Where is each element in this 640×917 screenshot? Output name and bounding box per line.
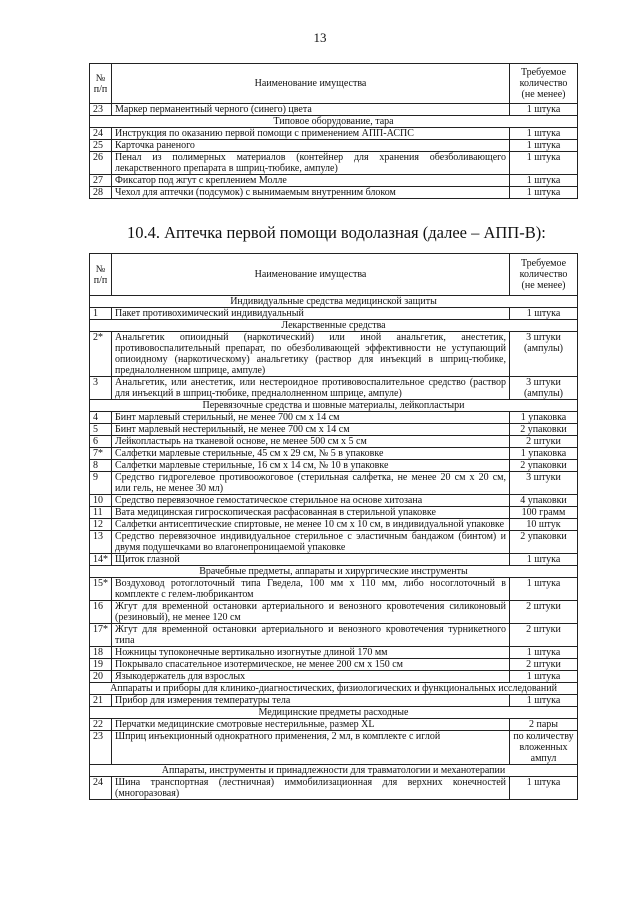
header-name: Наименование имущества xyxy=(112,254,510,296)
item-number: 22 xyxy=(90,719,112,731)
section-title: Медицинские предметы расходные xyxy=(90,707,578,719)
table-row xyxy=(90,777,578,800)
item-number: 14* xyxy=(90,554,112,566)
section-title: Перевязочные средства и шовные материалы, лейкопластыри xyxy=(90,400,578,412)
item-name: Средство перевязочное гемостатическое стерильное на основе хитозана xyxy=(112,495,510,507)
inventory-table-continued xyxy=(89,63,578,199)
item-quantity: 3 штуки (ампулы) xyxy=(510,377,578,400)
item-quantity: 1 штука xyxy=(510,578,578,601)
item-number: 12 xyxy=(90,519,112,531)
item-number: 3 xyxy=(90,377,112,400)
item-name: Анальгетик опиоидный (наркотический) или иной анальгетик, анестетик, противовоспалительный препарат, по обезболивающей эффективности не уступающий опиоидному (наркотическому) анальгетику (раствор для инъекций в шприц-тюбике, предналолненном шприце, ампуле) xyxy=(112,332,510,377)
table-row xyxy=(90,695,578,707)
section-title: Аппараты, инструменты и принадлежности для травматологии и механотерапии xyxy=(90,765,578,777)
table-row xyxy=(90,424,578,436)
table-row xyxy=(90,659,578,671)
item-quantity: 2 упаковки xyxy=(510,460,578,472)
table-row xyxy=(90,128,578,140)
item-name: Пенал из полимерных материалов (контейнер для хранения обезболивающего лекарственного препарата в шприц-тюбике, ампуле) xyxy=(112,152,510,175)
item-name: Пакет противохимический индивидуальный xyxy=(112,308,510,320)
table-row xyxy=(90,671,578,683)
item-name: Жгут для временной остановки артериального и венозного кровотечения турникетного типа xyxy=(112,624,510,647)
item-name: Покрывало спасательное изотермическое, не менее 200 см х 150 см xyxy=(112,659,510,671)
section-row xyxy=(90,707,578,719)
table-row xyxy=(90,472,578,495)
table-row xyxy=(90,731,578,765)
table-row xyxy=(90,554,578,566)
item-name: Маркер перманентный черного (синего) цвета xyxy=(112,104,510,116)
item-name: Прибор для измерения температуры тела xyxy=(112,695,510,707)
table-row xyxy=(90,719,578,731)
table-row xyxy=(90,187,578,199)
item-name: Средство перевязочное индивидуальное стерильное с эластичным бандажом (бинтом) и двумя подушечками во влагонепроницаемой упаковке xyxy=(112,531,510,554)
item-number: 27 xyxy=(90,175,112,187)
table-row xyxy=(90,436,578,448)
item-quantity: 1 штука xyxy=(510,187,578,199)
section-row xyxy=(90,400,578,412)
item-quantity: 2 упаковки xyxy=(510,531,578,554)
inventory-table-app-v xyxy=(89,253,578,800)
item-quantity: 1 штука xyxy=(510,671,578,683)
section-row xyxy=(90,765,578,777)
item-number: 16 xyxy=(90,601,112,624)
table-row xyxy=(90,624,578,647)
item-quantity: 1 штука xyxy=(510,175,578,187)
item-quantity: 1 штука xyxy=(510,647,578,659)
item-name: Шина транспортная (лестничная) иммобилизационная для верхних конечностей (многоразовая) xyxy=(112,777,510,800)
item-number: 10 xyxy=(90,495,112,507)
table-row xyxy=(90,377,578,400)
table-row xyxy=(90,495,578,507)
item-name: Бинт марлевый стерильный, не менее 700 см х 14 см xyxy=(112,412,510,424)
item-name: Карточка раненого xyxy=(112,140,510,152)
item-number: 23 xyxy=(90,731,112,765)
item-number: 20 xyxy=(90,671,112,683)
section-title: Врачебные предметы, аппараты и хирургические инструменты xyxy=(90,566,578,578)
item-number: 4 xyxy=(90,412,112,424)
table-row xyxy=(90,601,578,624)
section-row xyxy=(90,566,578,578)
section-heading: 10.4. Аптечка первой помощи водолазная (далее – АПП-В): xyxy=(127,223,546,242)
item-number: 28 xyxy=(90,187,112,199)
table-row xyxy=(90,308,578,320)
section-row xyxy=(90,683,578,695)
item-number: 24 xyxy=(90,128,112,140)
item-name: Языкодержатель для взрослых xyxy=(112,671,510,683)
table-row xyxy=(90,460,578,472)
item-name: Щиток глазной xyxy=(112,554,510,566)
table-row xyxy=(90,140,578,152)
item-number: 2* xyxy=(90,332,112,377)
item-quantity: 1 штука xyxy=(510,140,578,152)
item-quantity: 1 штука xyxy=(510,554,578,566)
item-number: 15* xyxy=(90,578,112,601)
header-name: Наименование имущества xyxy=(112,64,510,104)
header-number: № п/п xyxy=(90,64,112,104)
item-name: Салфетки антисептические спиртовые, не менее 10 см х 10 см, в индивидуальной упаковке xyxy=(112,519,510,531)
table-row xyxy=(90,519,578,531)
table-header-row xyxy=(90,254,578,296)
section-row xyxy=(90,320,578,332)
item-number: 11 xyxy=(90,507,112,519)
item-number: 17* xyxy=(90,624,112,647)
item-name: Бинт марлевый нестерильный, не менее 700 см х 14 см xyxy=(112,424,510,436)
table-row xyxy=(90,531,578,554)
item-name: Перчатки медицинские смотровые нестерильные, размер XL xyxy=(112,719,510,731)
item-name: Средство гидрогелевое противоожоговое (стерильная салфетка, не менее 20 см х 20 см, или гель, не менее 30 мл) xyxy=(112,472,510,495)
item-number: 21 xyxy=(90,695,112,707)
header-quantity: Требуемое количество (не менее) xyxy=(510,64,578,104)
item-quantity: 1 штука xyxy=(510,152,578,175)
item-number: 9 xyxy=(90,472,112,495)
section-title: Лекарственные средства xyxy=(90,320,578,332)
table-row xyxy=(90,412,578,424)
item-name: Ножницы тупоконечные вертикально изогнутые длиной 170 мм xyxy=(112,647,510,659)
item-number: 23 xyxy=(90,104,112,116)
item-quantity: 3 штуки (ампулы) xyxy=(510,332,578,377)
page-number: 13 xyxy=(313,30,327,45)
table-row xyxy=(90,175,578,187)
item-name: Анальгетик, или анестетик, или нестероидное противовоспалительное средство (раствор для инъекций в шприц-тюбике, предналолненном шприце, ампуле) xyxy=(112,377,510,400)
item-name: Чехол для аптечки (подсумок) с вынимаемым внутренним блоком xyxy=(112,187,510,199)
item-quantity: 1 штука xyxy=(510,777,578,800)
item-number: 26 xyxy=(90,152,112,175)
item-quantity: 10 штук xyxy=(510,519,578,531)
item-name: Салфетки марлевые стерильные, 45 см х 29 см, № 5 в упаковке xyxy=(112,448,510,460)
item-quantity: 4 упаковки xyxy=(510,495,578,507)
item-quantity: 1 упаковка xyxy=(510,448,578,460)
item-quantity: 2 упаковки xyxy=(510,424,578,436)
item-name: Жгут для временной остановки артериального и венозного кровотечения силиконовый (резиновый), не менее 120 см xyxy=(112,601,510,624)
item-quantity: 2 штуки xyxy=(510,659,578,671)
section-title: Индивидуальные средства медицинской защиты xyxy=(90,296,578,308)
item-quantity: 2 штуки xyxy=(510,436,578,448)
item-name: Воздуховод ротоглоточный типа Гведела, 100 мм х 110 мм, либо носоглоточный в комплекте с гелем-любрикантом xyxy=(112,578,510,601)
item-quantity: 1 штука xyxy=(510,308,578,320)
section-title: Аппараты и приборы для клинико-диагностических, физиологических и функциональных исследований xyxy=(90,683,578,695)
item-number: 6 xyxy=(90,436,112,448)
item-quantity: 1 упаковка xyxy=(510,412,578,424)
header-quantity: Требуемое количество (не менее) xyxy=(510,254,578,296)
section-title: Типовое оборудование, тара xyxy=(90,116,578,128)
item-number: 18 xyxy=(90,647,112,659)
item-number: 24 xyxy=(90,777,112,800)
item-quantity: 1 штука xyxy=(510,104,578,116)
section-row xyxy=(90,116,578,128)
item-name: Салфетки марлевые стерильные, 16 см х 14 см, № 10 в упаковке xyxy=(112,460,510,472)
item-quantity: 2 штуки xyxy=(510,624,578,647)
item-quantity: по количеству вложенных ампул xyxy=(510,731,578,765)
item-quantity: 1 штука xyxy=(510,128,578,140)
item-name: Шприц инъекционный однократного применения, 2 мл, в комплекте с иглой xyxy=(112,731,510,765)
header-number: № п/п xyxy=(90,254,112,296)
item-name: Фиксатор под жгут с креплением Молле xyxy=(112,175,510,187)
item-quantity: 3 штуки xyxy=(510,472,578,495)
table-row xyxy=(90,507,578,519)
item-name: Лейкопластырь на тканевой основе, не менее 500 см х 5 см xyxy=(112,436,510,448)
item-number: 1 xyxy=(90,308,112,320)
table-row xyxy=(90,104,578,116)
item-quantity: 2 штуки xyxy=(510,601,578,624)
item-quantity: 1 штука xyxy=(510,695,578,707)
item-number: 19 xyxy=(90,659,112,671)
item-number: 8 xyxy=(90,460,112,472)
table-row xyxy=(90,152,578,175)
item-number: 13 xyxy=(90,531,112,554)
table-header-row xyxy=(90,64,578,104)
item-quantity: 100 грамм xyxy=(510,507,578,519)
item-name: Вата медицинская гигроскопическая расфасованная в стерильной упаковке xyxy=(112,507,510,519)
item-number: 7* xyxy=(90,448,112,460)
item-name: Инструкция по оказанию первой помощи с применением АПП-АСПС xyxy=(112,128,510,140)
section-row xyxy=(90,296,578,308)
table-row xyxy=(90,578,578,601)
item-number: 5 xyxy=(90,424,112,436)
table-row xyxy=(90,332,578,377)
item-number: 25 xyxy=(90,140,112,152)
table-row xyxy=(90,647,578,659)
item-quantity: 2 пары xyxy=(510,719,578,731)
table-row xyxy=(90,448,578,460)
